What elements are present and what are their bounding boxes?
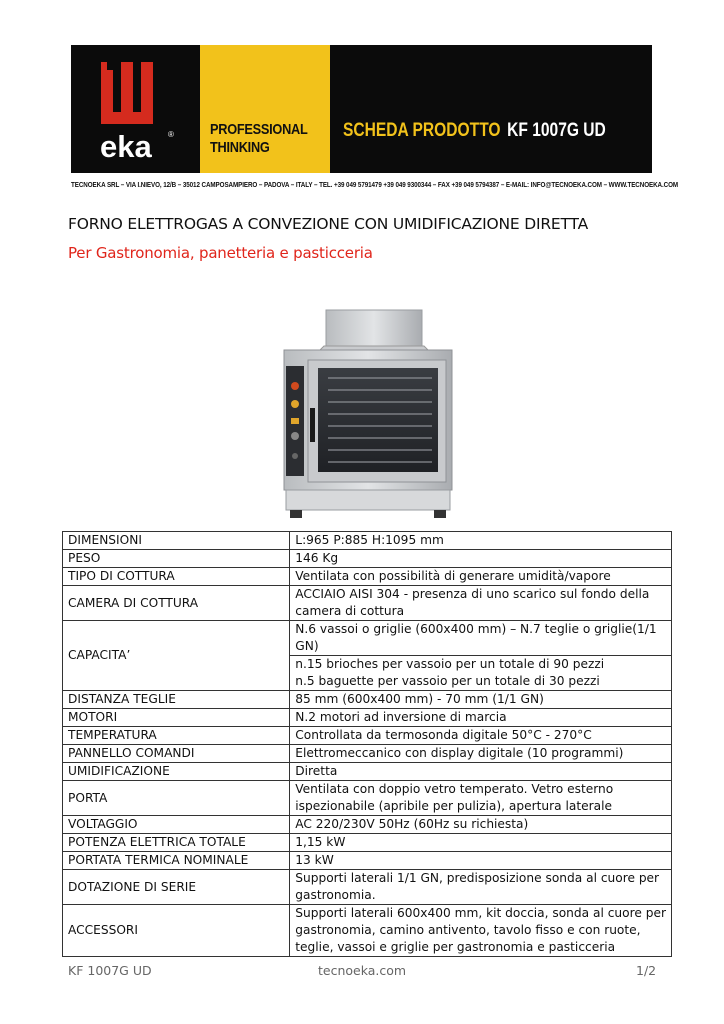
eka-logo bbox=[71, 45, 200, 173]
spec-row bbox=[63, 621, 672, 656]
header-band bbox=[71, 45, 652, 173]
spec-row bbox=[63, 852, 672, 870]
footer-website[interactable]: tecnoeka.com bbox=[318, 963, 407, 978]
spec-label: VOLTAGGIO bbox=[63, 816, 290, 834]
spec-row bbox=[63, 691, 672, 709]
product-title: FORNO ELETTROGAS A CONVEZIONE CON UMIDIFICAZIONE DIRETTA bbox=[68, 215, 588, 233]
spec-row bbox=[63, 745, 672, 763]
spec-label: UMIDIFICAZIONE bbox=[63, 763, 290, 781]
spec-value: Controllata da termosonda digitale 50°C - 270°C bbox=[290, 727, 672, 745]
svg-text:®: ® bbox=[168, 130, 174, 139]
spec-value: N.2 motori ad inversione di marcia bbox=[290, 709, 672, 727]
spec-row bbox=[63, 781, 672, 816]
spec-value: Elettromeccanico con display digitale (10 programmi) bbox=[290, 745, 672, 763]
spec-label: ACCESSORI bbox=[63, 905, 290, 957]
spec-value: Supporti laterali 600x400 mm, kit doccia, sonda al cuore per gastronomia, camino antivento, tavolo fisso e con ruote, teglie, vassoi e griglie per gastronomia e pasticceria bbox=[290, 905, 672, 957]
footer-model: KF 1007G UD bbox=[68, 963, 152, 978]
tagline bbox=[210, 121, 329, 157]
convection-oven-image bbox=[280, 308, 455, 522]
product-subtitle: Per Gastronomia, panetteria e pasticceria bbox=[68, 244, 373, 262]
spec-value: L:965 P:885 H:1095 mm bbox=[290, 532, 672, 550]
spec-row bbox=[63, 568, 672, 586]
sheet-label: SCHEDA PRODOTTO bbox=[343, 120, 501, 141]
spec-row bbox=[63, 816, 672, 834]
spec-label: DIMENSIONI bbox=[63, 532, 290, 550]
spec-value: 1,15 kW bbox=[290, 834, 672, 852]
spec-row bbox=[63, 532, 672, 550]
spec-label: PORTA bbox=[63, 781, 290, 816]
tagline-panel bbox=[200, 45, 330, 173]
spec-row bbox=[63, 870, 672, 905]
spec-row bbox=[63, 709, 672, 727]
spec-row bbox=[63, 727, 672, 745]
spec-value: 13 kW bbox=[290, 852, 672, 870]
spec-label: DOTAZIONE DI SERIE bbox=[63, 870, 290, 905]
spec-value: N.6 vassoi o griglie (600x400 mm) – N.7 teglie o griglie(1/1 GN) bbox=[290, 621, 672, 656]
spec-label: CAPACITA’ bbox=[63, 621, 290, 691]
oven-illustration bbox=[280, 308, 455, 522]
spec-value: 85 mm (600x400 mm) - 70 mm (1/1 GN) bbox=[290, 691, 672, 709]
spec-label: PANNELLO COMANDI bbox=[63, 745, 290, 763]
tagline-line-1: PROFESSIONAL bbox=[210, 121, 308, 138]
eka-logo-icon bbox=[71, 45, 200, 173]
spec-label: POTENZA ELETTRICA TOTALE bbox=[63, 834, 290, 852]
spec-label: DISTANZA TEGLIE bbox=[63, 691, 290, 709]
spec-value: Diretta bbox=[290, 763, 672, 781]
spec-label: PORTATA TERMICA NOMINALE bbox=[63, 852, 290, 870]
contact-line: TECNOEKA SRL – VIA I.NIEVO, 12/B – 35012 CAMPOSAMPIERO – PADOVA – ITALY – TEL. +39 049 5791479 +39 049 9300344 – FAX +39 049 5794387 – E-MAIL: INFO@TECNOEKA.COM – WWW.TECNOEKA.COM bbox=[71, 180, 679, 189]
spec-value: 146 Kg bbox=[290, 550, 672, 568]
spec-value: AC 220/230V 50Hz (60Hz su richiesta) bbox=[290, 816, 672, 834]
spec-label: TEMPERATURA bbox=[63, 727, 290, 745]
spec-value: ACCIAIO AISI 304 - presenza di uno scarico sul fondo della camera di cottura bbox=[290, 586, 672, 621]
spec-row bbox=[63, 586, 672, 621]
spec-value: Ventilata con doppio vetro temperato. Vetro esterno ispezionabile (apribile per pulizia), apertura laterale bbox=[290, 781, 672, 816]
footer-page-number: 1/2 bbox=[636, 963, 657, 978]
spec-row bbox=[63, 834, 672, 852]
spec-label: MOTORI bbox=[63, 709, 290, 727]
spec-label: PESO bbox=[63, 550, 290, 568]
spec-value: Supporti laterali 1/1 GN, predisposizione sonda al cuore per gastronomia. bbox=[290, 870, 672, 905]
spec-label: TIPO DI COTTURA bbox=[63, 568, 290, 586]
spec-label: CAMERA DI COTTURA bbox=[63, 586, 290, 621]
spec-value: Ventilata con possibilità di generare umidità/vapore bbox=[290, 568, 672, 586]
specs-table bbox=[62, 531, 672, 957]
model-code: KF 1007G UD bbox=[507, 120, 606, 141]
logo-text: eka bbox=[100, 129, 152, 164]
spec-row bbox=[63, 763, 672, 781]
spec-row bbox=[63, 550, 672, 568]
sheet-title bbox=[343, 120, 606, 142]
spec-value: n.15 brioches per vassoio per un totale di 90 pezzi n.5 baguette per vassoio per un totale di 30 pezzi bbox=[290, 656, 672, 691]
spec-row bbox=[63, 905, 672, 957]
tagline-line-2: THINKING bbox=[210, 139, 270, 156]
